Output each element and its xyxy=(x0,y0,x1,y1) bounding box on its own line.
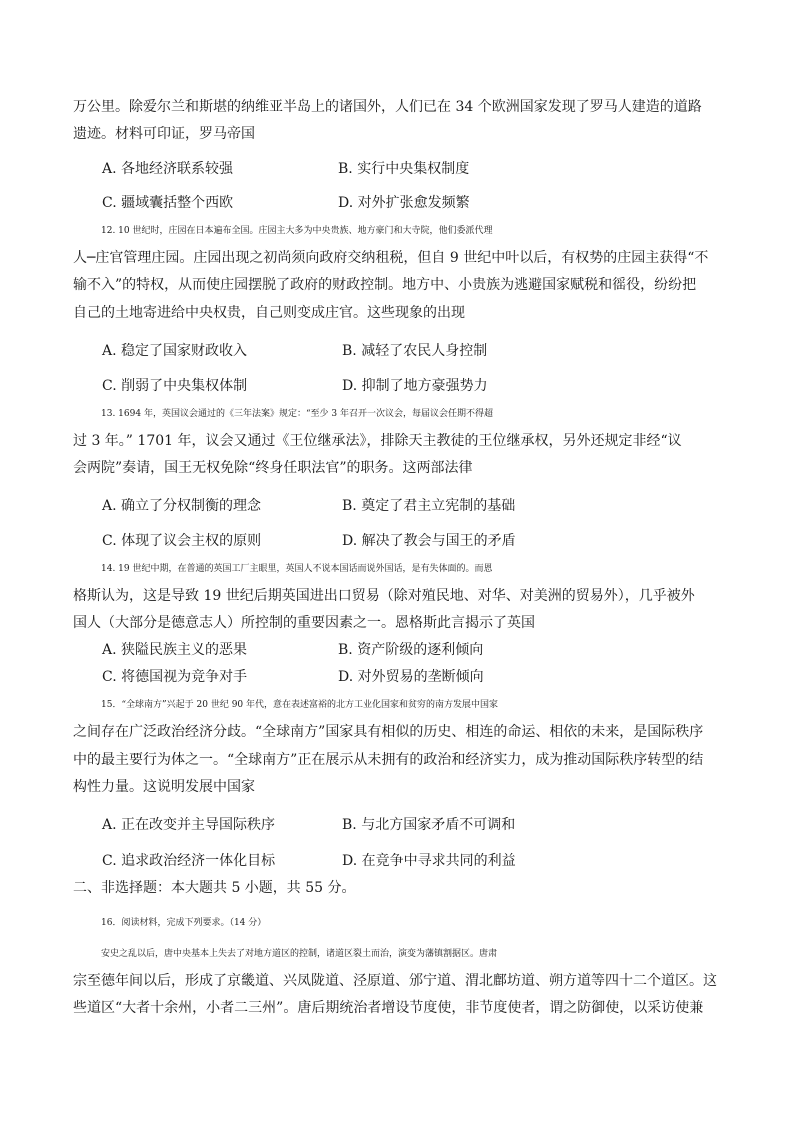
q12-option-c: C. 削弱了中央集权体制 xyxy=(102,378,248,394)
q11-option-d: D. 对外扩张愈发频繁 xyxy=(338,195,470,211)
q11-text-line-1: 万公里。除爱尔兰和斯堪的纳维亚半岛上的诸国外，人们已在 34 个欧洲国家发现了罗马人建造的道路 xyxy=(73,99,702,115)
q13-option-c: C. 体现了议会主权的原则 xyxy=(102,533,262,549)
q11-option-b: B. 实行中央集权制度 xyxy=(338,161,470,177)
q14-option-d: D. 对外贸易的垄断倾向 xyxy=(338,669,484,685)
q15-option-c: C. 追求政治经济一体化目标 xyxy=(102,853,276,869)
q14-text-line-3: 国人（大部分是德意志人）所控制的重要因素之一。恩格斯此言揭示了英国 xyxy=(73,615,535,631)
q16-text-line-2: 宗至德年间以后，形成了京畿道、兴凤陇道、泾原道、邠宁道、渭北鄜坊道、朔方道等四十二个道区。这 xyxy=(73,973,717,989)
q16-heading: 16．阅读材料，完成下列要求。（14 分） xyxy=(101,918,267,928)
q13-option-a: A. 确立了分权制衡的理念 xyxy=(102,498,262,514)
q14-text-line-2: 格斯认为，这是导致 19 世纪后期英国进出口贸易（除对殖民地、对华、对美洲的贸易外），几乎被外 xyxy=(73,588,695,604)
q15-option-b: B. 与北方国家矛盾不可调和 xyxy=(342,817,516,833)
q11-option-c: C. 疆域囊括整个西欧 xyxy=(102,195,234,211)
q16-text-line-3: 些道区“大者十余州，小者二三州”。唐后期统治者增设节度使，非节度使者，谓之防御使，以采访使兼 xyxy=(73,1000,704,1016)
q15-text-line-4: 构性力量。这说明发展中国家 xyxy=(73,779,255,795)
q13-option-b: B. 奠定了君主立宪制的基础 xyxy=(342,498,516,514)
q13-text-line-2: 过 3 年。” 1701 年，议会又通过《王位继承法》，排除天主教徒的王位继承权，另外还规定非经“议 xyxy=(73,433,682,449)
q12-text-line-3: 输不入”的特权，从而使庄园摆脱了政府的财政控制。地方中、小贵族为逃避国家赋税和徭役，纷纷把 xyxy=(73,277,697,293)
q11-text-line-2: 遗迹。材料可印证，罗马帝国 xyxy=(73,126,255,142)
q16-text-line-1: 安史之乱以后，唐中央基本上失去了对地方道区的控制，诸道区裂土而治，演变为藩镇割据区。唐肃 xyxy=(101,949,498,959)
q14-text-line-1: 14. 19 世纪中期，在普通的英国工厂主眼里，英国人不说本国话而说外国话，是有失体面的。而恩 xyxy=(101,564,493,574)
q11-option-a: A. 各地经济联系较强 xyxy=(102,161,234,177)
q12-option-b: B. 减轻了农民人身控制 xyxy=(342,343,488,359)
q12-text-line-2: 人─庄官管理庄园。庄园出现之初尚须向政府交纳租税，但自 9 世纪中叶以后，有权势的庄园主获得“不 xyxy=(73,250,709,266)
q15-text-line-1: 15．“全球南方”兴起于 20 世纪 90 年代，意在表述富裕的北方工业化国家和贫穷的南方发展中国家 xyxy=(101,700,499,710)
q12-text-line-4: 自己的土地寄进给中央权贵，自己则变成庄官。这些现象的出现 xyxy=(73,305,465,321)
q15-option-d: D. 在竞争中寻求共同的利益 xyxy=(342,853,516,869)
q13-text-line-3: 会两院”奏请，国王无权免除“终身任职法官”的职务。这两部法律 xyxy=(73,460,473,476)
section-heading: 二、非选择题：本大题共 5 小题，共 55 分。 xyxy=(73,880,356,896)
q12-option-d: D. 抑制了地方豪强势力 xyxy=(342,378,488,394)
q14-option-c: C. 将德国视为竞争对手 xyxy=(102,669,248,685)
q13-text-line-1: 13. 1694 年，英国议会通过的《三年法案》规定：“至少 3 年召开一次议会，每届议会任期不得超 xyxy=(101,409,493,419)
q12-option-a: A. 稳定了国家财政收入 xyxy=(102,343,248,359)
q14-option-a: A. 狭隘民族主义的恶果 xyxy=(102,642,248,658)
q12-text-line-1: 12. 10 世纪时，庄园在日本遍布全国。庄园主大多为中央贵族、地方豪门和大寺院，他们委派代理 xyxy=(101,226,493,236)
q15-text-line-2: 之间存在广泛政治经济分歧。“全球南方”国家具有相似的历史、相连的命运、相依的未来，是国际秩序 xyxy=(73,724,704,740)
q15-text-line-3: 中的最主要行为体之一。“全球南方”正在展示从未拥有的政治和经济实力，成为推动国际秩序转型的结 xyxy=(73,752,704,768)
q14-option-b: B. 资产阶级的逐利倾向 xyxy=(338,642,484,658)
q13-option-d: D. 解决了教会与国王的矛盾 xyxy=(342,533,516,549)
q15-option-a: A. 正在改变并主导国际秩序 xyxy=(102,817,276,833)
